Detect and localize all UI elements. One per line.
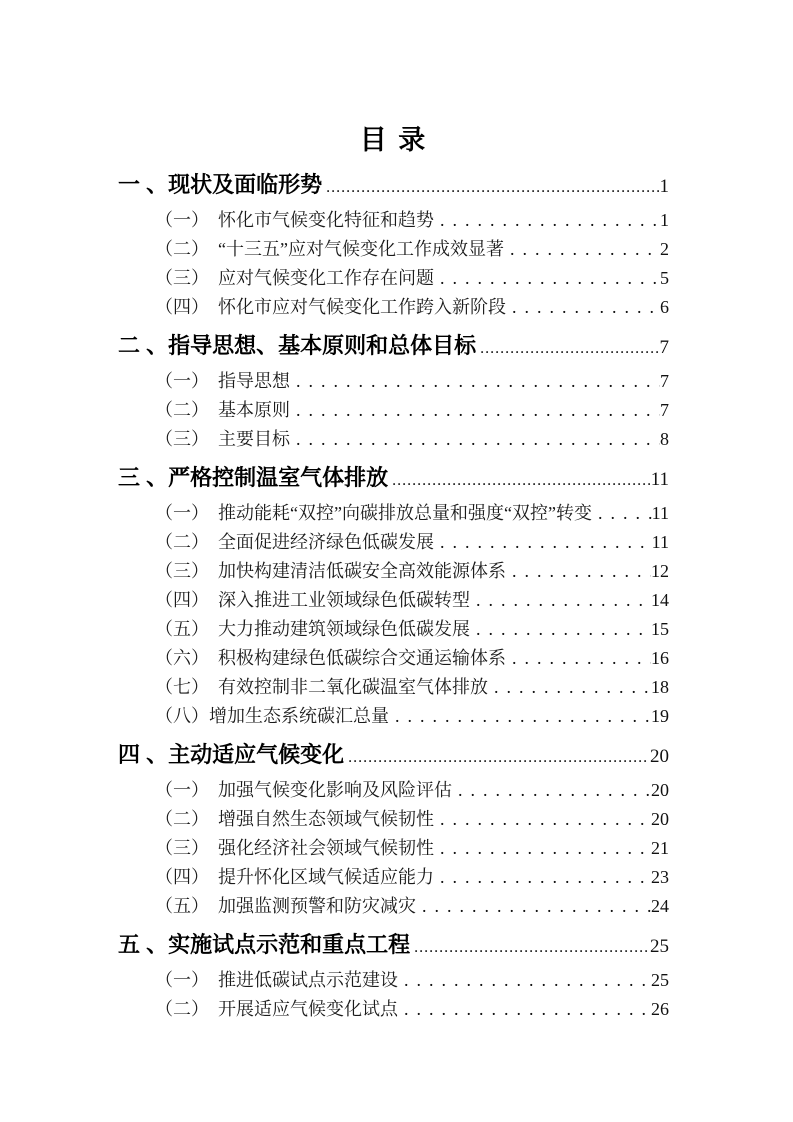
toc-entry-label: （六） 积极构建绿色低碳综合交通运输体系 bbox=[155, 648, 506, 668]
dot-leader bbox=[422, 892, 651, 921]
toc-item bbox=[118, 425, 669, 454]
toc-entry-label: 五 、实施试点示范和重点工程 bbox=[118, 932, 411, 957]
toc-section-5 bbox=[118, 930, 669, 1024]
toc-entry-label: （三） 加快构建清洁低碳安全高效能源体系 bbox=[155, 561, 506, 581]
page-number: 20 bbox=[651, 809, 669, 829]
page-number: 1 bbox=[660, 210, 669, 230]
toc-entry-label: 二 、指导思想、基本原则和总体目标 bbox=[118, 333, 477, 358]
page-number: 7 bbox=[659, 337, 669, 358]
toc-entry-label: （一） 怀化市气候变化特征和趋势 bbox=[155, 210, 434, 230]
page-number: 2 bbox=[660, 239, 669, 259]
dot-leader bbox=[440, 863, 651, 892]
toc-entry-label: （二） 全面促进经济绿色低碳发展 bbox=[155, 532, 434, 552]
toc-item bbox=[118, 776, 669, 805]
page-number: 12 bbox=[651, 561, 669, 581]
page-title: 目 录 bbox=[359, 125, 428, 155]
dot-leader bbox=[476, 586, 651, 615]
dot-leader bbox=[296, 425, 660, 454]
toc-item bbox=[118, 615, 669, 644]
toc-entry-label: 一 、现状及面临形势 bbox=[118, 172, 323, 197]
dot-leader bbox=[480, 334, 658, 364]
toc-entry-label: （二） “十三五”应对气候变化工作成效显著 bbox=[155, 239, 504, 259]
dot-leader bbox=[440, 206, 660, 235]
dot-leader bbox=[512, 644, 651, 673]
toc-section-heading bbox=[118, 930, 669, 963]
page-number: 20 bbox=[651, 780, 669, 800]
toc-section-heading bbox=[118, 331, 669, 364]
toc-item bbox=[118, 834, 669, 863]
page-number: 7 bbox=[660, 371, 669, 391]
toc-entry-label: （二） 开展适应气候变化试点 bbox=[155, 999, 398, 1019]
toc-item bbox=[118, 966, 669, 995]
toc-entry-label: （三） 应对气候变化工作存在问题 bbox=[155, 268, 434, 288]
dot-leader bbox=[512, 293, 660, 322]
page-number: 24 bbox=[651, 896, 669, 916]
toc-item bbox=[118, 892, 669, 921]
toc-section-heading bbox=[118, 740, 669, 773]
toc-section-heading bbox=[118, 170, 669, 203]
toc-entry-label: （五） 加强监测预警和防灾减灾 bbox=[155, 896, 416, 916]
toc-section-heading bbox=[118, 463, 669, 496]
page-number: 21 bbox=[651, 838, 669, 858]
page-number: 5 bbox=[660, 268, 669, 288]
toc-entry-label: 三 、严格控制温室气体排放 bbox=[118, 465, 389, 490]
toc-entry-label: （一） 加强气候变化影响及风险评估 bbox=[155, 780, 452, 800]
dot-leader bbox=[494, 673, 651, 702]
page-number: 11 bbox=[651, 532, 669, 552]
dot-leader bbox=[458, 776, 651, 805]
page-number: 16 bbox=[651, 648, 669, 668]
toc-section-4 bbox=[118, 740, 669, 921]
dot-leader bbox=[296, 367, 660, 396]
page-number: 18 bbox=[651, 677, 669, 697]
toc bbox=[118, 170, 669, 1024]
page-number: 25 bbox=[651, 970, 669, 990]
toc-entry-label: （一） 指导思想 bbox=[155, 371, 290, 391]
page-number: 1 bbox=[659, 176, 669, 197]
toc-entry-label: （二） 增强自然生态领域气候韧性 bbox=[155, 809, 434, 829]
toc-item bbox=[118, 644, 669, 673]
dot-leader bbox=[598, 499, 652, 528]
page-number: 20 bbox=[650, 746, 669, 767]
toc-entry-label: 四 、主动适应气候变化 bbox=[118, 742, 345, 767]
dot-leader bbox=[440, 805, 651, 834]
dot-leader bbox=[296, 396, 660, 425]
dot-leader bbox=[348, 743, 649, 773]
toc-section-3 bbox=[118, 463, 669, 731]
toc-section-2 bbox=[118, 331, 669, 454]
page-number: 23 bbox=[651, 867, 669, 887]
dot-leader bbox=[440, 264, 660, 293]
dot-leader bbox=[404, 995, 651, 1024]
dot-leader bbox=[404, 966, 651, 995]
page-number: 14 bbox=[651, 590, 669, 610]
dot-leader bbox=[512, 557, 651, 586]
toc-entry-label: （七） 有效控制非二氧化碳温室气体排放 bbox=[155, 677, 488, 697]
toc-entry-label: （三） 强化经济社会领域气候韧性 bbox=[155, 838, 434, 858]
dot-leader bbox=[476, 615, 651, 644]
page-number: 11 bbox=[650, 469, 669, 490]
page-number: 15 bbox=[651, 619, 669, 639]
toc-item bbox=[118, 206, 669, 235]
toc-entry-label: （一） 推动能耗“双控”向碳排放总量和强度“双控”转变 bbox=[155, 503, 592, 523]
toc-item bbox=[118, 396, 669, 425]
toc-section-1 bbox=[118, 170, 669, 322]
dot-leader bbox=[440, 834, 651, 863]
toc-entry-label: （三） 主要目标 bbox=[155, 429, 290, 449]
toc-item bbox=[118, 586, 669, 615]
dot-leader bbox=[326, 173, 658, 203]
page-number: 8 bbox=[660, 429, 669, 449]
page-number: 6 bbox=[660, 297, 669, 317]
toc-item bbox=[118, 499, 669, 528]
toc-item bbox=[118, 702, 669, 731]
toc-entry-label: （一） 推进低碳试点示范建设 bbox=[155, 970, 398, 990]
toc-entry-label: （四） 提升怀化区域气候适应能力 bbox=[155, 867, 434, 887]
page-number: 19 bbox=[651, 706, 669, 726]
toc-entry-label: （四） 怀化市应对气候变化工作跨入新阶段 bbox=[155, 297, 506, 317]
dot-leader bbox=[510, 235, 660, 264]
toc-item bbox=[118, 673, 669, 702]
toc-item bbox=[118, 235, 669, 264]
dot-leader bbox=[395, 702, 651, 731]
toc-item bbox=[118, 367, 669, 396]
page-number: 7 bbox=[660, 400, 669, 420]
page-number: 26 bbox=[651, 999, 669, 1019]
toc-entry-label: （五） 大力推动建筑领域绿色低碳发展 bbox=[155, 619, 470, 639]
toc-entry-label: （八）增加生态系统碳汇总量 bbox=[155, 706, 389, 726]
toc-entry-label: （四） 深入推进工业领域绿色低碳转型 bbox=[155, 590, 470, 610]
toc-item bbox=[118, 863, 669, 892]
dot-leader bbox=[440, 528, 652, 557]
dot-leader bbox=[392, 466, 650, 496]
toc-entry-label: （二） 基本原则 bbox=[155, 400, 290, 420]
dot-leader bbox=[414, 933, 649, 963]
toc-item bbox=[118, 557, 669, 586]
toc-item bbox=[118, 805, 669, 834]
toc-item bbox=[118, 264, 669, 293]
page-number: 11 bbox=[651, 503, 669, 523]
toc-item bbox=[118, 293, 669, 322]
toc-item bbox=[118, 995, 669, 1024]
page-number: 25 bbox=[650, 936, 669, 957]
toc-item bbox=[118, 528, 669, 557]
